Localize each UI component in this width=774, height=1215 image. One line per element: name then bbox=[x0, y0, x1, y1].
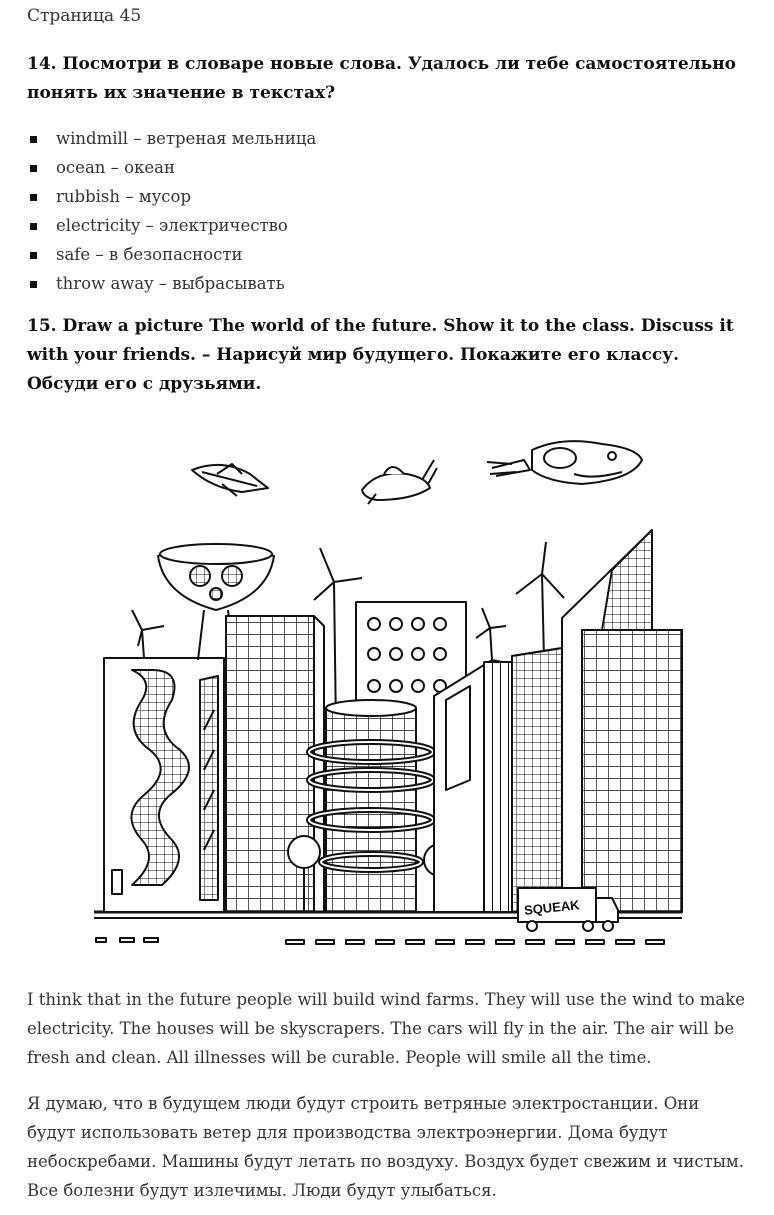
vocabulary-list bbox=[27, 124, 316, 298]
vocab-entry: ocean – океан bbox=[56, 158, 175, 177]
list-item bbox=[27, 153, 316, 182]
task-15-heading: 15. Draw a picture The world of the future. Show it to the class. Discuss it with your friends. – Нарисуй мир будущего. Покажите его классу. Обсуди его с друзьями. bbox=[27, 316, 734, 394]
flying-ship-icon bbox=[192, 464, 268, 496]
future-city-illustration bbox=[92, 430, 684, 955]
building-icon bbox=[512, 530, 682, 912]
bullet-icon bbox=[30, 281, 37, 288]
list-item bbox=[27, 240, 316, 269]
paragraph-english: I think that in the future people will build wind farms. They will use the wind to make electricity. The houses will be skyscrapers. The cars will fly in the air. The air will be fresh and clean. All illnesses will be curable. People will smile all the time. bbox=[27, 990, 745, 1067]
building-icon bbox=[434, 660, 512, 912]
vocab-entry: rubbish – мусор bbox=[56, 187, 192, 206]
bullet-icon bbox=[30, 136, 37, 143]
list-item bbox=[27, 182, 316, 211]
list-item bbox=[27, 269, 316, 298]
flying-ship-icon bbox=[362, 460, 437, 504]
vocab-entry: windmill – ветреная мельница bbox=[56, 129, 317, 148]
page-number-header: Страница 45 bbox=[27, 6, 142, 26]
vocab-entry: electricity – электричество bbox=[56, 216, 288, 235]
building-icon bbox=[104, 658, 224, 912]
windmill-icon bbox=[516, 542, 564, 660]
bullet-icon bbox=[30, 165, 37, 172]
task-14-heading: 14. Посмотри в словаре новые слова. Удалось ли тебе самостоятельно понять их значение в текстах? bbox=[27, 54, 736, 103]
bullet-icon bbox=[30, 252, 37, 259]
vocab-entry: throw away – выбрасывать bbox=[56, 274, 285, 293]
building-icon bbox=[309, 700, 433, 912]
bullet-icon bbox=[30, 223, 37, 230]
windmill-icon bbox=[476, 608, 506, 660]
bullet-icon bbox=[30, 194, 37, 201]
paragraph-russian: Я думаю, что в будущем люди будут строить ветряные электростанции. Они будут использовать ветер для производства электроэнергии. Дома будут небоскребами. Машины будут летать по воздуху. Воздух будет свежим и чистым. Все болезни будут излечимы. Люди будут улыбаться. bbox=[27, 1094, 744, 1200]
windmill-icon bbox=[132, 610, 164, 658]
vocab-entry: safe – в безопасности bbox=[56, 245, 243, 264]
list-item bbox=[27, 124, 316, 153]
truck-sign-text: SQUEAK bbox=[523, 897, 581, 918]
flying-ship-icon bbox=[487, 441, 642, 484]
list-item bbox=[27, 211, 316, 240]
